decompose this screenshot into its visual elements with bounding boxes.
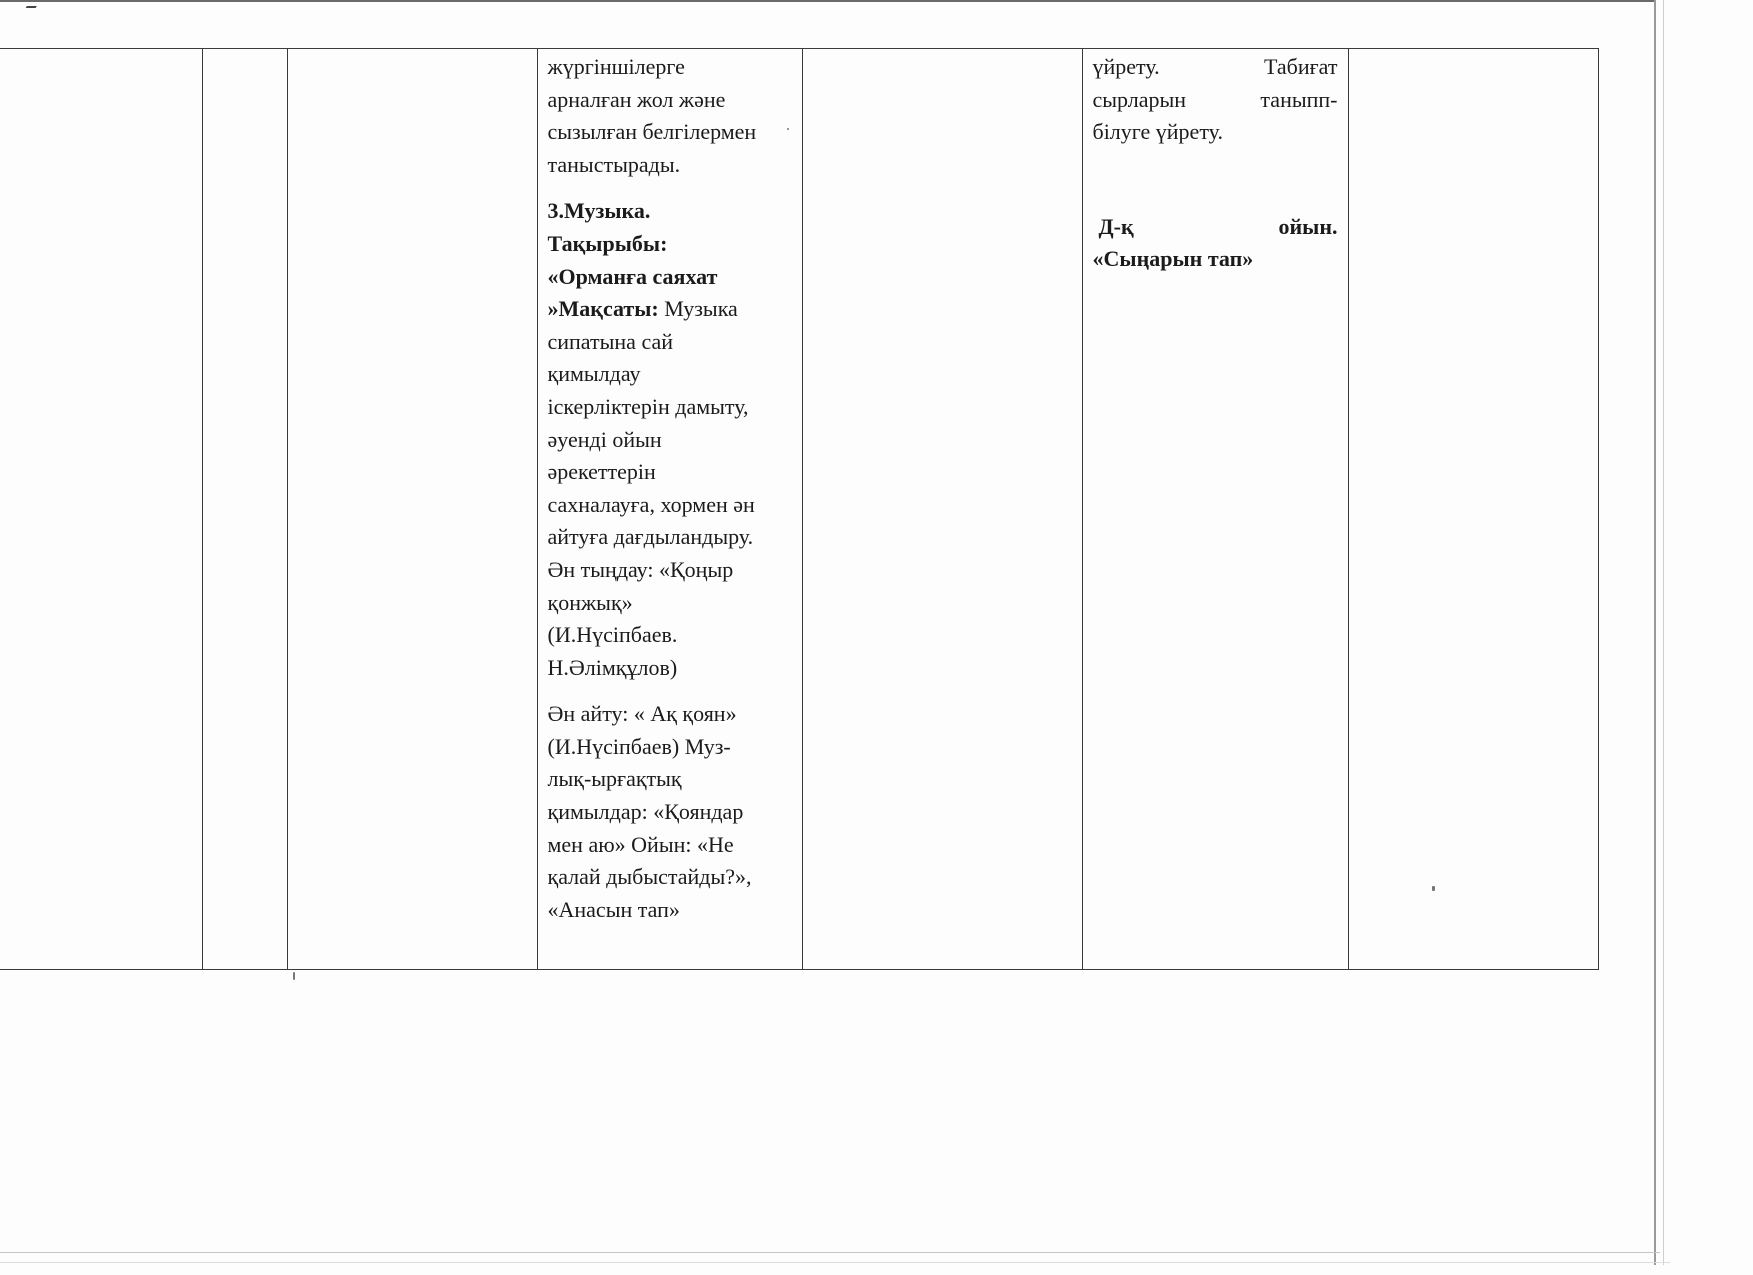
text-line: (И.Нүсіпбаев. (547, 622, 678, 648)
page-right-edge (1654, 0, 1656, 1265)
text-line: қонжық» (547, 589, 633, 615)
text-line: жүргіншілерге (547, 54, 685, 79)
table-cell-col4 (537, 49, 802, 970)
music-goal-line (548, 293, 792, 326)
game-title: «Сыңарын тап» (1092, 246, 1254, 272)
text-line: іскерліктерін дамыту, (547, 393, 749, 419)
scan-speck (293, 972, 295, 980)
text-line: сипатына сай (547, 328, 674, 354)
text-line: лық-ырғақтық (547, 766, 682, 792)
table-cell-col5 (802, 49, 1082, 970)
table-cell-col3 (287, 49, 537, 970)
game-type: Д-қ (1098, 213, 1134, 239)
text-line: Ән тыңдау: «Қоңыр (547, 556, 734, 582)
music-topic-title: «Орманға саяхат (547, 263, 718, 289)
text-line: сызылған белгілермен (547, 119, 757, 145)
text-line: әрекеттерін (547, 459, 656, 485)
text-word: Табиғат (1264, 54, 1338, 79)
activity-text-right (1083, 49, 1348, 276)
music-heading: 3.Музыка. (547, 198, 651, 224)
game-word: ойын. (1278, 213, 1338, 239)
table-cell-col7 (1348, 49, 1598, 970)
text-line: қалай дыбыстайды?», (547, 864, 752, 890)
page-right-edge-shadow (1663, 0, 1664, 1265)
text-line: Ән айту: « Ақ қоян» (547, 701, 737, 727)
text-line: «Анасын тап» (547, 896, 680, 922)
text-word: таныпп- (1260, 86, 1338, 112)
text-line: әуенді ойын (547, 426, 662, 452)
music-goal-text: Музыка (658, 296, 738, 322)
table-row (0, 49, 1598, 970)
page-top-edge (0, 0, 1655, 2)
page-bottom-edge-shadow (0, 1262, 1670, 1263)
plan-table (0, 48, 1599, 970)
text-line: айтуға дағдыландыру. (547, 524, 754, 550)
table-cell-col2 (202, 49, 287, 970)
text-line: таныстырады. (547, 151, 681, 177)
text-line: қимылдар: «Қояндар (547, 799, 744, 825)
text-word: үйрету. (1092, 54, 1160, 79)
text-line: (И.Нүсіпбаев) Муз- (547, 733, 731, 759)
text-line: арналған жол және (547, 86, 726, 112)
text-line: қимылдау (547, 361, 641, 387)
activity-text (538, 49, 802, 926)
text-line (1093, 84, 1338, 117)
page-bottom-edge (0, 1252, 1660, 1253)
table-cell-col6 (1082, 49, 1348, 970)
text-word: сырларын (1092, 86, 1187, 112)
text-line: білуге үйрету. (1092, 119, 1223, 145)
text-line: Н.Әлімқұлов) (547, 654, 678, 680)
table-cell-col1 (0, 49, 202, 970)
text-line: мен аю» Ойын: «Не (547, 831, 734, 857)
game-label-line (1093, 211, 1338, 244)
text-line (1093, 51, 1338, 84)
music-goal-label: »Мақсаты: (547, 296, 659, 322)
music-topic-label: Тақырыбы: (547, 230, 668, 256)
text-line: сахналауға, хормен ән (547, 491, 755, 517)
